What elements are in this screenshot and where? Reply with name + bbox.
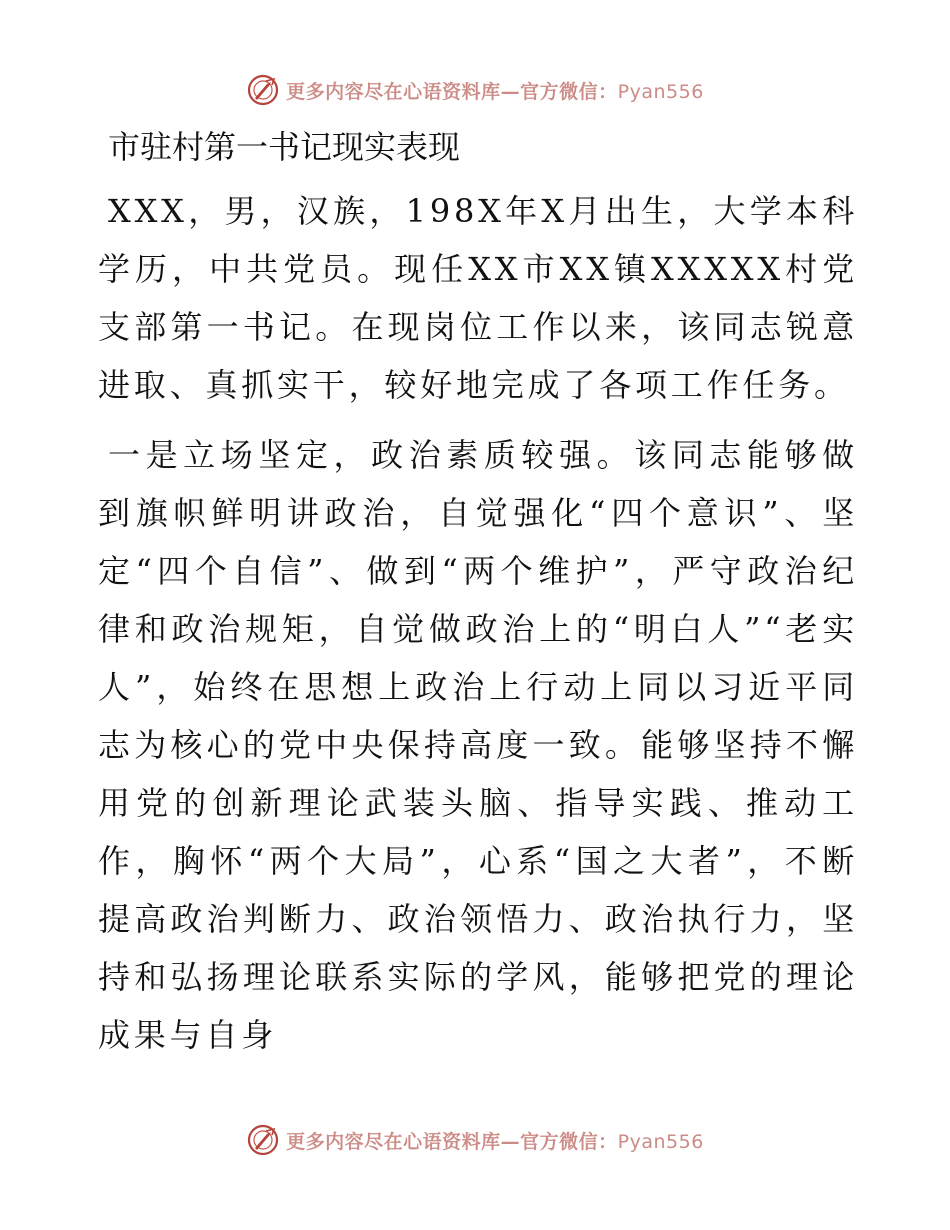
pen-nib-circle-icon xyxy=(246,1123,280,1157)
header-watermark xyxy=(0,70,950,110)
document-body xyxy=(98,122,858,1076)
footer-watermark xyxy=(0,1120,950,1160)
paragraph-intro: XXX，男，汉族，198X年X月出生，大学本科学历，中共党员。现任XX市XX镇XXXXX村党支部第一书记。在现岗位工作以来，该同志锐意进取、真抓实干，较好地完成了各项工作任务。 xyxy=(98,192,858,404)
watermark-text: 更多内容尽在心语资料库—官方微信：Pyan556 xyxy=(286,80,704,103)
watermark-account: Pyan556 xyxy=(617,80,704,103)
document-title: 市驻村第一书记现实表现 xyxy=(108,128,461,166)
pen-nib-circle-icon xyxy=(246,73,280,107)
paragraph-political-stance: 一是立场坚定，政治素质较强。该同志能够做到旗帜鲜明讲政治，自觉强化“四个意识”、坚定“四个自信”、做到“两个维护”，严守政治纪律和政治规矩，自觉做政治上的“明白人”“老实人”，始终在思想上政治上行动上同以习近平同志为核心的党中央保持高度一致。能够坚持不懈用党的创新理论武装头脑、指导实践、推动工作，胸怀“两个大局”，心系“国之大者”，不断提高政治判断力、政治领悟力、政治执行力，坚持和弘扬理论联系实际的学风，能够把党的理论成果与自身 xyxy=(98,436,858,1054)
watermark-text: 更多内容尽在心语资料库—官方微信：Pyan556 xyxy=(286,1130,704,1153)
watermark-account: Pyan556 xyxy=(617,1130,704,1153)
